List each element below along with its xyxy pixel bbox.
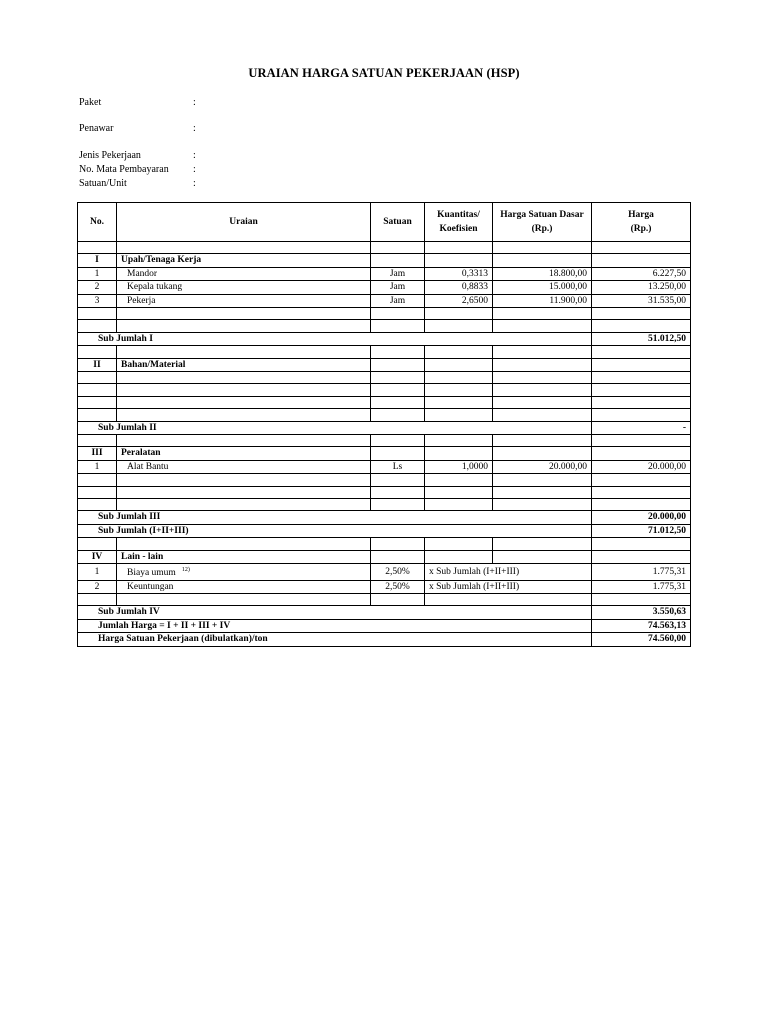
hsp-label: Harga Satuan Pekerjaan (dibulatkan)/ton [78, 633, 592, 646]
item-satuan: Ls [371, 460, 425, 473]
empty-row [78, 320, 691, 332]
jumlah-harga-value: 74.563,13 [592, 619, 691, 632]
empty-row [78, 372, 691, 384]
item-no: 2 [78, 580, 117, 593]
subtotal-value: 20.000,00 [592, 511, 691, 524]
item-name-cell [117, 563, 371, 580]
item-name: Pekerja [117, 294, 371, 307]
item-satuan: Jam [371, 294, 425, 307]
header-uraian: Uraian [117, 203, 371, 242]
footnote-marker: 12) [181, 566, 190, 573]
section-no: IV [78, 550, 117, 563]
table-row [78, 281, 691, 294]
subtotal-value: - [592, 421, 691, 434]
header-satuan: Satuan [371, 203, 425, 242]
item-name: Keuntungan [117, 580, 371, 593]
section-no: I [78, 254, 117, 267]
info-penawar [79, 123, 203, 135]
empty-row [78, 474, 691, 486]
item-harga-dasar: 11.900,00 [493, 294, 592, 307]
section-header-row [78, 550, 691, 563]
hsp-table [77, 202, 691, 647]
page-title: URAIAN HARGA SATUAN PEKERJAAN (HSP) [248, 66, 520, 80]
item-percent: 2,50% [371, 563, 425, 580]
item-no: 2 [78, 281, 117, 294]
info-colon: : [193, 150, 196, 161]
header-harga-dasar [493, 203, 592, 242]
section-title: Lain - lain [117, 550, 371, 563]
hsp-value: 74.560,00 [592, 633, 691, 646]
item-satuan: Jam [371, 281, 425, 294]
item-name: Mandor [117, 267, 371, 280]
item-harga-dasar: 18.800,00 [493, 267, 592, 280]
empty-row [78, 346, 691, 358]
item-harga: 1.775,31 [592, 563, 691, 580]
subtotal-row [78, 332, 691, 345]
header-harga-line2: (Rp.) [630, 224, 652, 234]
item-harga-dasar: 20.000,00 [493, 460, 592, 473]
info-paket [79, 97, 203, 109]
info-jenis-pekerjaan [79, 150, 203, 162]
header-kuantitas [425, 203, 493, 242]
table-row [78, 294, 691, 307]
header-harga-dasar-line2: (Rp.) [531, 224, 553, 234]
section-no: II [78, 358, 117, 371]
item-basis: x Sub Jumlah (I+II+III) [425, 580, 592, 593]
subtotal-value: 3.550,63 [592, 606, 691, 619]
info-colon: : [193, 164, 196, 175]
empty-row [78, 498, 691, 510]
item-name: Kepala tukang [117, 281, 371, 294]
section-title: Bahan/Material [117, 358, 371, 371]
info-label: Satuan/Unit [79, 178, 127, 189]
item-harga: 20.000,00 [592, 460, 691, 473]
subtotal-label: Sub Jumlah III [78, 511, 592, 524]
subtotal-row [78, 606, 691, 619]
empty-row [78, 384, 691, 396]
table-row [78, 267, 691, 280]
item-kuantitas: 1,0000 [425, 460, 493, 473]
empty-row [78, 409, 691, 421]
section-title: Peralatan [117, 447, 371, 460]
section-header-row [78, 358, 691, 371]
info-label: No. Mata Pembayaran [79, 164, 169, 175]
header-kuantitas-line1: Kuantitas/ [437, 210, 480, 220]
table-header-row [78, 203, 691, 242]
empty-row [78, 593, 691, 605]
info-satuan-unit [79, 178, 203, 190]
total-label: Sub Jumlah (I+II+III) [78, 524, 592, 537]
table-row [78, 580, 691, 593]
empty-row [78, 308, 691, 320]
subtotal-row [78, 421, 691, 434]
item-name: Biaya umum [127, 568, 176, 579]
section-header-row [78, 254, 691, 267]
header-no: No. [78, 203, 117, 242]
empty-row [78, 396, 691, 408]
item-harga-dasar: 15.000,00 [493, 281, 592, 294]
header-harga-dasar-line1: Harga Satuan Dasar [500, 210, 584, 220]
subtotal-label: Sub Jumlah II [78, 421, 592, 434]
empty-row [78, 538, 691, 550]
subtotal-label: Sub Jumlah I [78, 332, 592, 345]
item-kuantitas: 0,3313 [425, 267, 493, 280]
table-row [78, 460, 691, 473]
info-colon: : [193, 178, 196, 189]
item-harga: 6.227,50 [592, 267, 691, 280]
section-title: Upah/Tenaga Kerja [117, 254, 371, 267]
item-harga: 31.535,00 [592, 294, 691, 307]
item-no: 1 [78, 563, 117, 580]
jumlah-harga-row [78, 619, 691, 632]
info-colon: : [193, 123, 196, 134]
item-percent: 2,50% [371, 580, 425, 593]
section-no: III [78, 447, 117, 460]
header-kuantitas-line2: Koefisien [439, 224, 478, 234]
subtotal-row [78, 511, 691, 524]
empty-row [78, 242, 691, 254]
hsp-row [78, 633, 691, 646]
subtotal-value: 51.012,50 [592, 332, 691, 345]
table-row [78, 563, 691, 580]
item-kuantitas: 2,6500 [425, 294, 493, 307]
item-name: Alat Bantu [117, 460, 371, 473]
info-no-mata-pembayaran [79, 164, 203, 176]
item-no: 1 [78, 460, 117, 473]
total-row [78, 524, 691, 537]
total-value: 71.012,50 [592, 524, 691, 537]
item-basis: x Sub Jumlah (I+II+III) [425, 563, 592, 580]
info-label: Paket [79, 97, 102, 108]
info-label: Jenis Pekerjaan [79, 150, 141, 161]
item-kuantitas: 0,8833 [425, 281, 493, 294]
header-harga [592, 203, 691, 242]
jumlah-harga-label: Jumlah Harga = I + II + III + IV [78, 619, 592, 632]
item-harga: 13.250,00 [592, 281, 691, 294]
section-header-row [78, 447, 691, 460]
item-no: 1 [78, 267, 117, 280]
empty-row [78, 434, 691, 446]
header-harga-line1: Harga [628, 210, 654, 220]
item-harga: 1.775,31 [592, 580, 691, 593]
subtotal-label: Sub Jumlah IV [78, 606, 592, 619]
item-no: 3 [78, 294, 117, 307]
info-colon: : [193, 97, 196, 108]
item-satuan: Jam [371, 267, 425, 280]
empty-row [78, 486, 691, 498]
info-label: Penawar [79, 123, 114, 134]
